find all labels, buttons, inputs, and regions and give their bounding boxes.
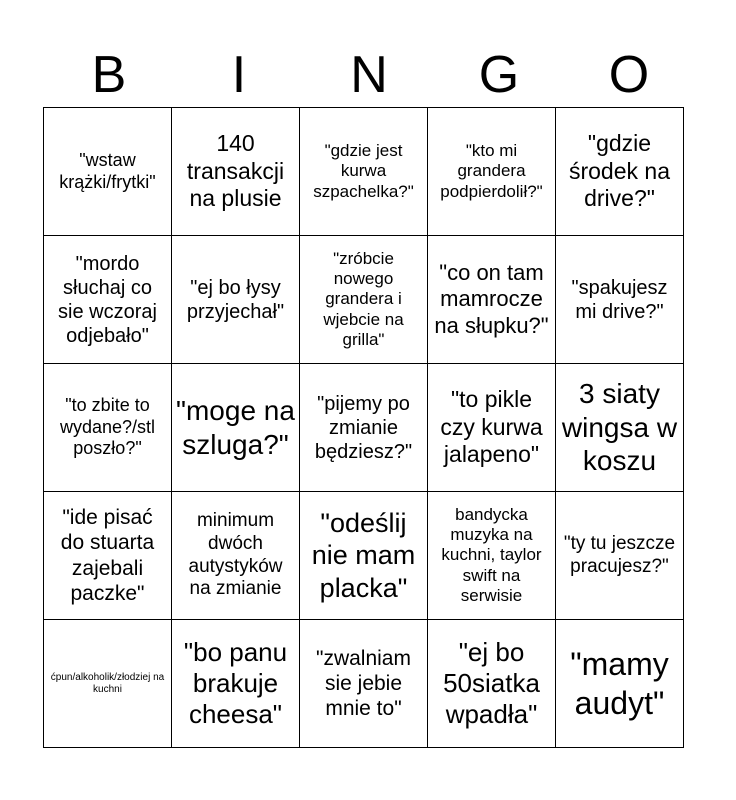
bingo-cell[interactable]: ćpun/alkoholik/złodziej na kuchni xyxy=(44,620,172,748)
board-row xyxy=(44,236,684,364)
bingo-cell[interactable]: "mordo słuchaj co sie wczoraj odjebało" xyxy=(44,236,172,364)
bingo-header xyxy=(44,44,694,106)
bingo-cell[interactable]: "bo panu brakuje cheesa" xyxy=(172,620,300,748)
board-row xyxy=(44,364,684,492)
bingo-board xyxy=(43,107,684,748)
header-letter-i: I xyxy=(231,46,247,104)
board-row xyxy=(44,620,684,748)
board-row xyxy=(44,492,684,620)
bingo-cell[interactable]: bandycka muzyka na kuchni, taylor swift na serwisie xyxy=(428,492,556,620)
header-letter-b: B xyxy=(91,46,127,104)
bingo-cell[interactable]: "pijemy po zmianie będziesz?" xyxy=(300,364,428,492)
bingo-cell[interactable]: 140 transakcji na plusie xyxy=(172,108,300,236)
bingo-cell[interactable]: "co on tam mamrocze na słupku?" xyxy=(428,236,556,364)
header-letter-o: O xyxy=(608,46,650,104)
bingo-cell[interactable]: "zwalniam sie jebie mnie to" xyxy=(300,620,428,748)
header-letter-n: N xyxy=(350,46,388,104)
bingo-cell[interactable]: "to pikle czy kurwa jalapeno" xyxy=(428,364,556,492)
bingo-cell[interactable]: "wstaw krążki/frytki" xyxy=(44,108,172,236)
bingo-cell[interactable]: "odeślij nie mam placka" xyxy=(300,492,428,620)
header-letter-g: G xyxy=(478,46,520,104)
bingo-cell[interactable]: "zróbcie nowego grandera i wjebcie na grilla" xyxy=(300,236,428,364)
bingo-cell[interactable]: "ej bo 50siatka wpadła" xyxy=(428,620,556,748)
bingo-cell[interactable]: "ty tu jeszcze pracujesz?" xyxy=(556,492,684,620)
bingo-cell[interactable]: "spakujesz mi drive?" xyxy=(556,236,684,364)
bingo-cell[interactable]: "gdzie jest kurwa szpachelka?" xyxy=(300,108,428,236)
bingo-cell[interactable]: "ide pisać do stuarta zajebali paczke" xyxy=(44,492,172,620)
bingo-cell[interactable]: "gdzie środek na drive?" xyxy=(556,108,684,236)
bingo-cell[interactable]: "to zbite to wydane?/stl poszło?" xyxy=(44,364,172,492)
bingo-cell[interactable]: "moge na szluga?" xyxy=(172,364,300,492)
bingo-cell[interactable]: minimum dwóch autystyków na zmianie xyxy=(172,492,300,620)
bingo-cell[interactable]: "ej bo łysy przyjechał" xyxy=(172,236,300,364)
board-row xyxy=(44,108,684,236)
bingo-cell[interactable]: 3 siaty wingsa w koszu xyxy=(556,364,684,492)
bingo-cell[interactable]: "mamy audyt" xyxy=(556,620,684,748)
bingo-cell[interactable]: "kto mi grandera podpierdolił?" xyxy=(428,108,556,236)
